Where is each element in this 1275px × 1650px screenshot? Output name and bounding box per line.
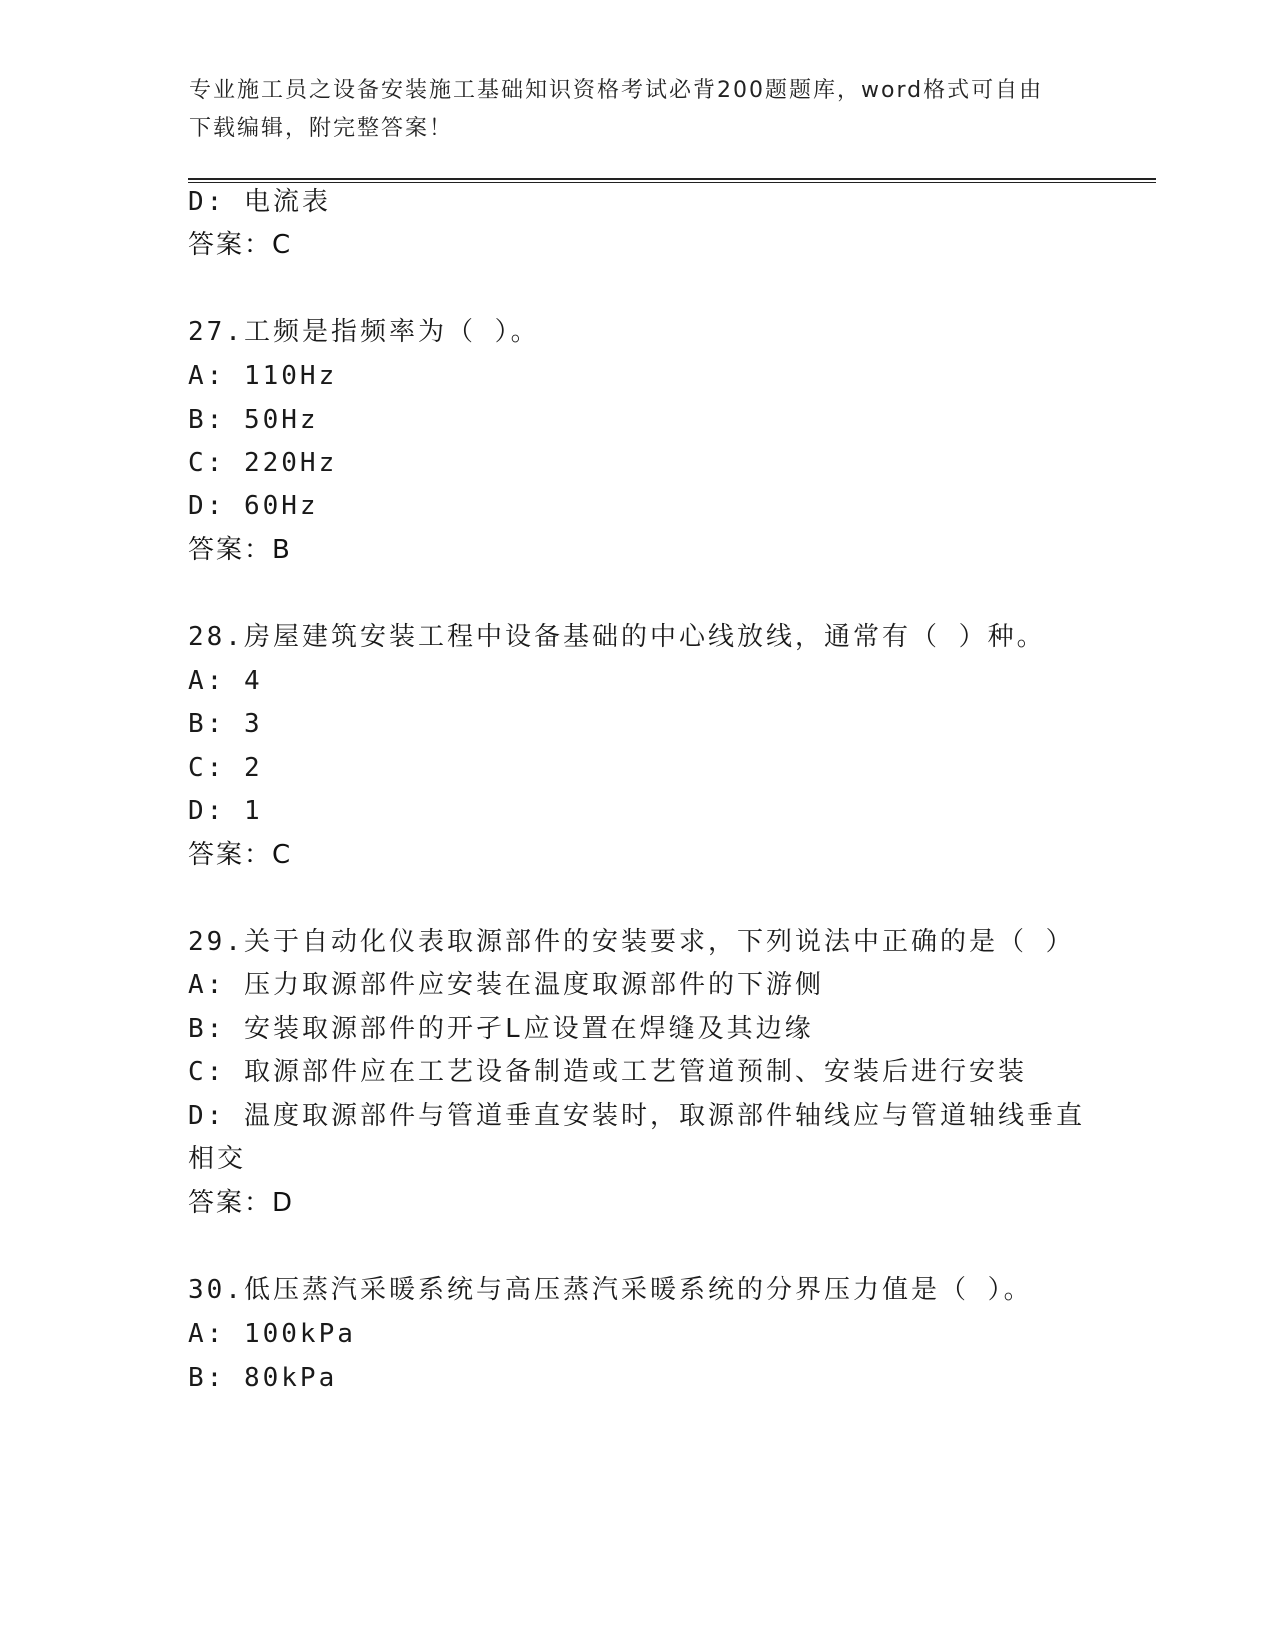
question-30-option-a: A: 100kPa — [188, 1319, 356, 1349]
question-28-option-d: D: 1 — [188, 796, 263, 826]
question-29-option-d: D: 温度取源部件与管道垂直安装时，取源部件轴线应与管道轴线垂直 — [188, 1101, 1085, 1131]
question-30-option-b: B: 80kPa — [188, 1363, 338, 1393]
question-27-option-b: B: 50Hz — [188, 405, 319, 435]
question-30-text: 30.低压蒸汽采暖系统与高压蒸汽采暖系统的分界压力值是（ ）。 — [188, 1275, 1033, 1305]
question-29-text: 29.关于自动化仪表取源部件的安装要求，下列说法中正确的是（ ） — [188, 927, 1075, 957]
question-28-option-b: B: 3 — [188, 709, 263, 739]
question-27-option-a: A: 110Hz — [188, 361, 338, 391]
question-29-option-c: C: 取源部件应在工艺设备制造或工艺管道预制、安装后进行安装 — [188, 1057, 1027, 1087]
question-29-option-a: A: 压力取源部件应安装在温度取源部件的下游侧 — [188, 970, 824, 1000]
question-27-answer: 答案：B — [188, 535, 292, 565]
header-title-line-2: 下载编辑，附完整答案！ — [189, 116, 454, 141]
question-28-option-c: C: 2 — [188, 753, 263, 783]
header-title-line-1: 专业施工员之设备安装施工基础知识资格考试必背200题题库，word格式可自由 — [189, 78, 1044, 103]
question-29-answer: 答案：D — [188, 1188, 295, 1218]
question-29-option-b: B: 安装取源部件的开孑L应设置在焊缝及其边缘 — [188, 1014, 814, 1044]
question-28-answer: 答案：C — [188, 840, 293, 870]
question-29-option-d-continued: 相交 — [188, 1144, 247, 1174]
question-27-option-c: C: 220Hz — [188, 448, 338, 478]
question-28-option-a: A: 4 — [188, 666, 263, 696]
prev-answer: 答案：C — [188, 230, 293, 260]
page-header — [189, 72, 1089, 148]
header-divider — [188, 178, 1156, 183]
question-27-text: 27.工频是指频率为（ ）。 — [188, 317, 540, 347]
prev-option-d: D: 电流表 — [188, 187, 331, 217]
question-27-option-d: D: 60Hz — [188, 491, 319, 521]
question-28-text: 28.房屋建筑安装工程中设备基础的中心线放线，通常有（ ）种。 — [188, 622, 1046, 652]
